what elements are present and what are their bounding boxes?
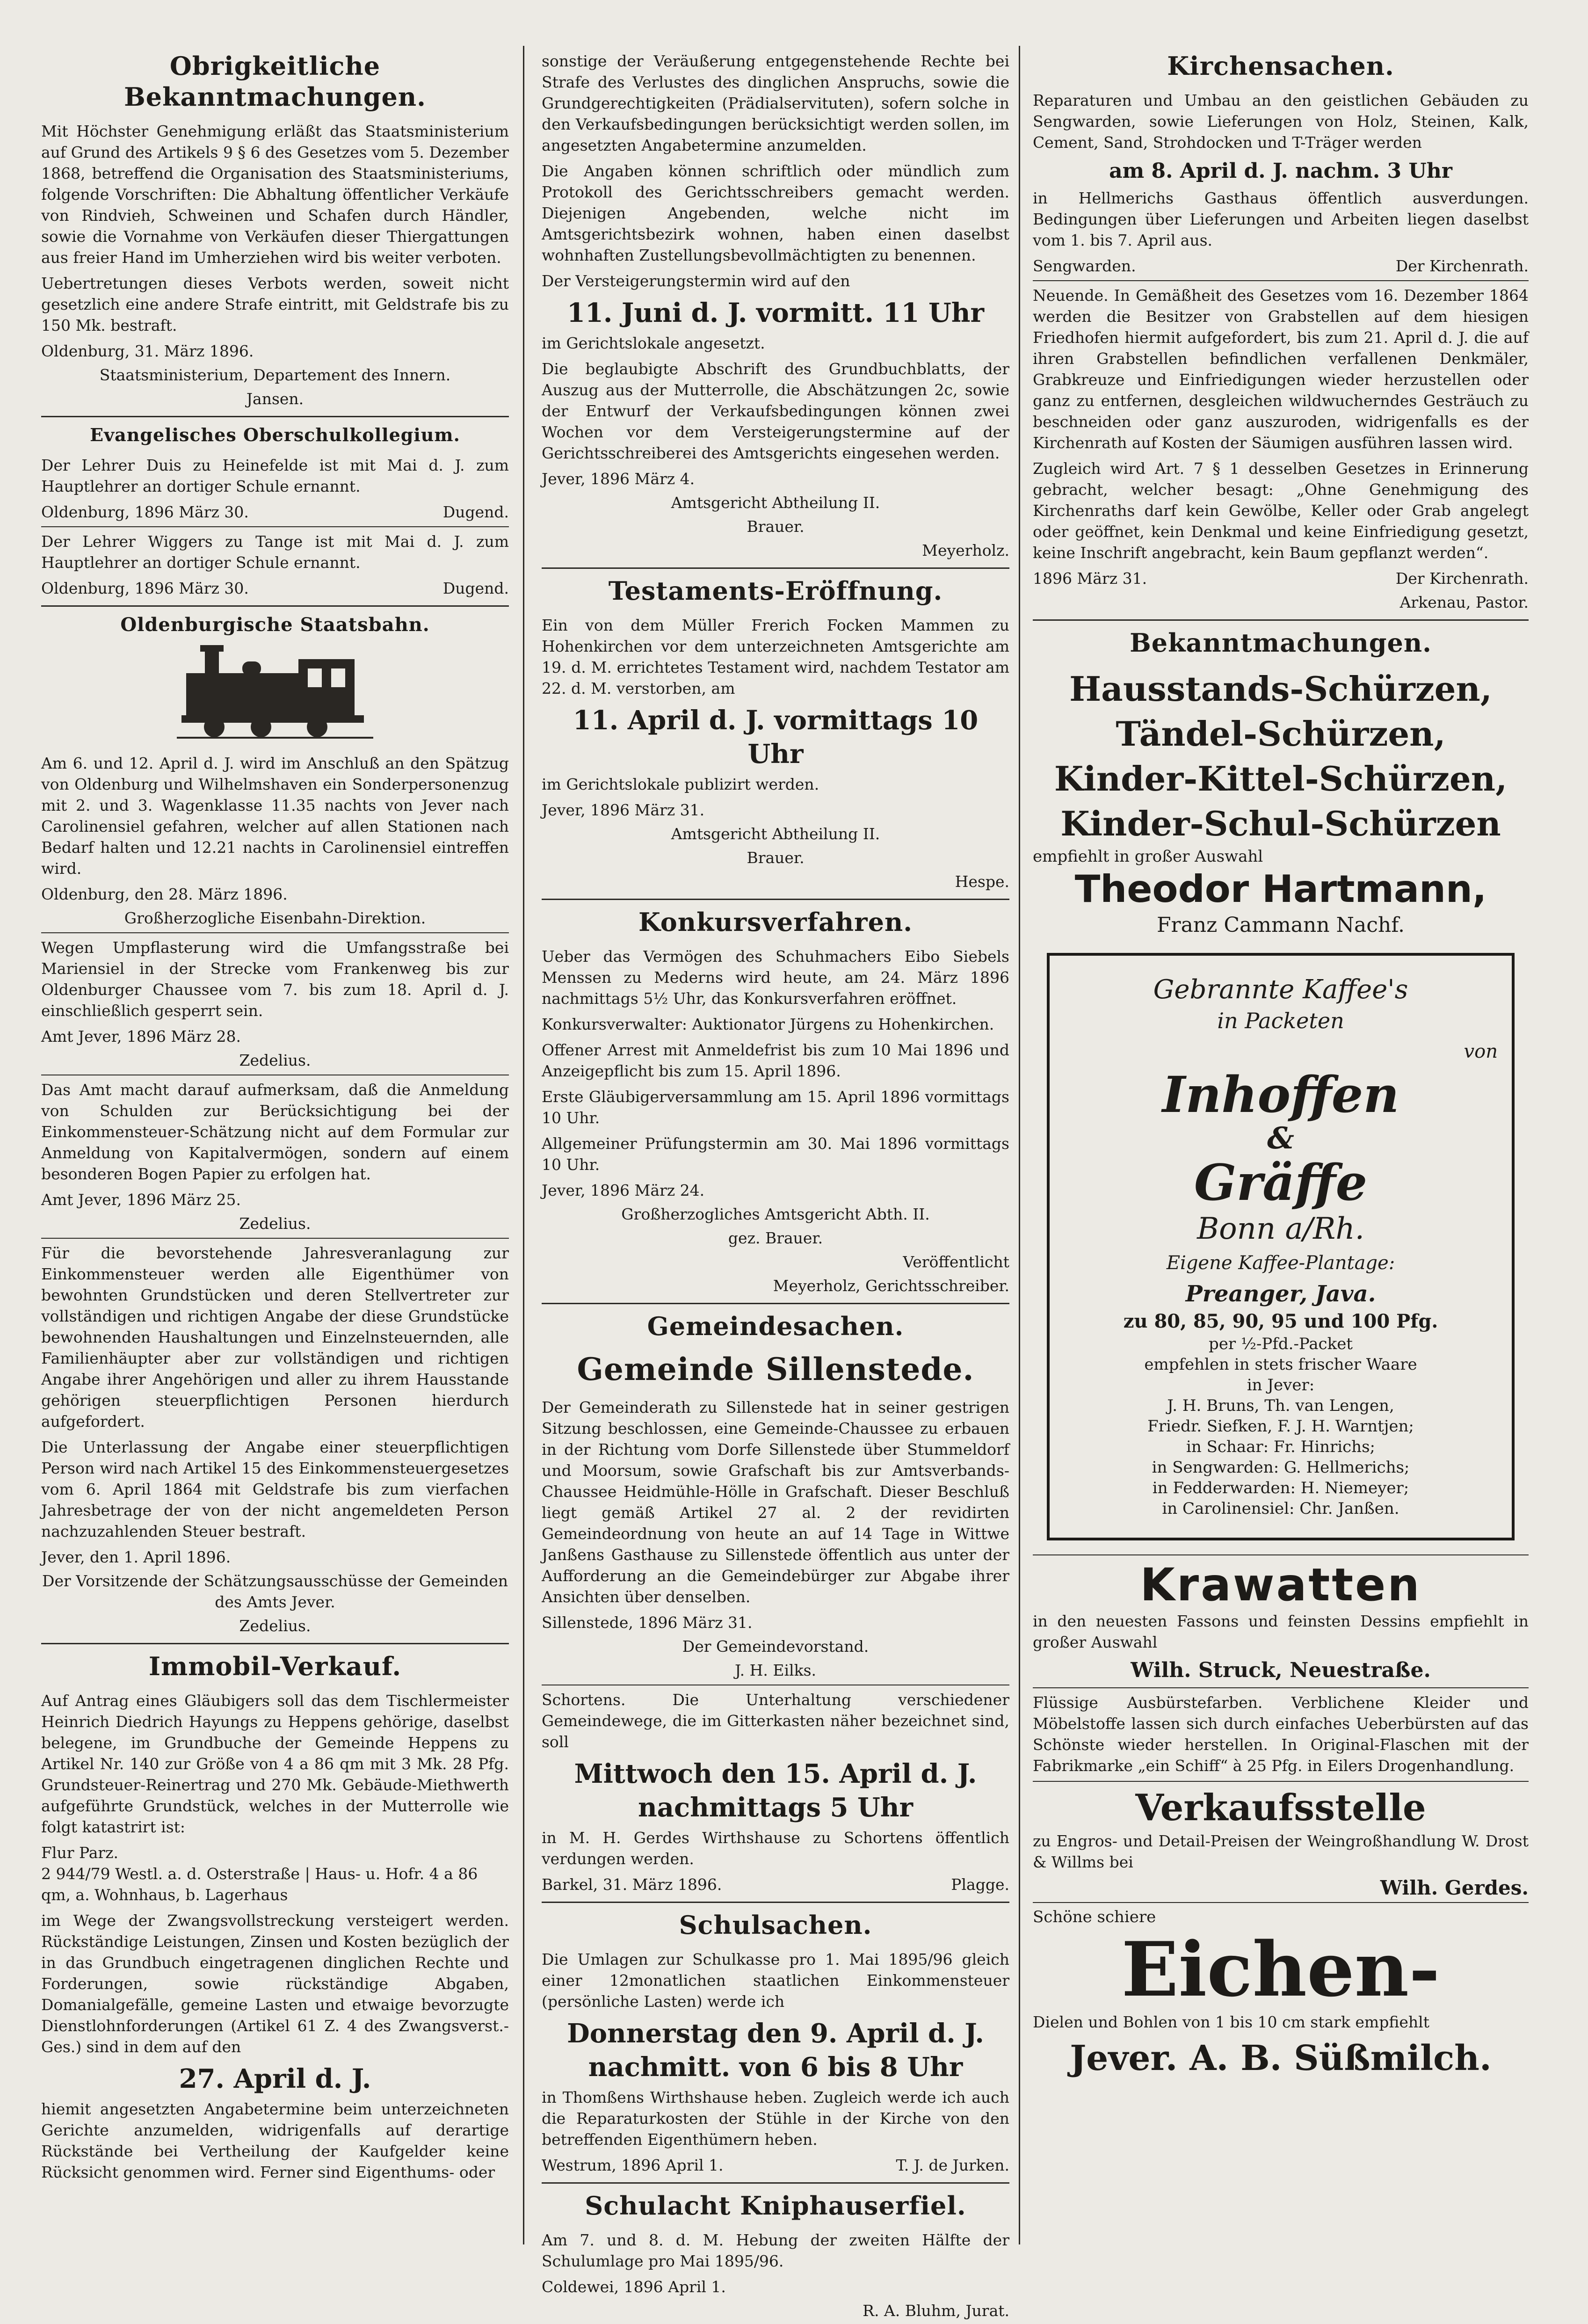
notice-authority: Der Gemeindevorstand.	[682, 1637, 869, 1656]
notice-authority: Der Kirchenrath.	[1395, 569, 1529, 588]
notice-date: Jever, 1896 März 24.	[542, 1181, 705, 1199]
section-title: Schulacht Kniphauserfiel.	[585, 2191, 966, 2221]
ad-price: zu 80, 85, 90, 95 und 100 Pfg.	[1123, 1310, 1438, 1332]
notice-text: Das Amt macht darauf aufmerksam, daß die Anmeldung von Schulden zur Berücksichtigung bei der Einkommensteuer-Schätzung nicht auf dem Formular zur Anmeldung von Kapitalvermögen, sondern auf einem besonderen Bogen Papier zu erfolgen hat.	[41, 1081, 509, 1183]
section-title: Oldenburgische Staatsbahn.	[120, 614, 430, 636]
notice-date: 1896 März 31.	[1033, 569, 1147, 588]
column-right	[1033, 51, 1529, 2079]
ad-text: empfiehlt in großer Auswahl	[1033, 847, 1263, 866]
notice-signature: gez. Brauer.	[728, 1229, 823, 1247]
ad-headline: Verkaufsstelle	[1135, 1787, 1426, 1829]
notice-text: Zugleich wird Art. 7 § 1 desselben Gesetzes in Erinnerung gebracht, welcher besagt: „Ohne Genehmigung des Kirchenraths darf kein Gewölbe, Keller oder Grab angelegt oder geöffnet, kein Denkmal und keine Einfriedigung gesetzt, keine Inschrift angebracht, kein Baum gepflanzt werden“.	[1033, 459, 1529, 562]
section-title: Immobil-Verkauf.	[148, 1651, 402, 1681]
notice-text: Offener Arrest mit Anmeldefrist bis zum 10 Mai 1896 und Anzeigepflicht bis zum 15. April 1896.	[542, 1041, 1009, 1080]
notice-text: im Wege der Zwangsvollstreckung versteigert werden. Rückständige Leistungen, Zinsen und Kosten bezüglich der in das Grundbuch eingetragenen dinglichen Rechte und Forderungen, sowie rückständige Abgaben, Domanialgefälle, gemeine Lasten und etwaige bevorzugte Dienstlohnforderungen (Artikel 61 Z. 4 des Zwangsverst.-Ges.) sind in dem auf den	[41, 1911, 509, 2056]
ad-merchant-name: Theodor Hartmann,	[1074, 867, 1487, 911]
notice-text: sonstige der Veräußerung entgegenstehende Rechte bei Strafe des Verlustes des dinglichen Anspruchs, sowie die Grundgerechtigkeiten (Prädialservituten), sofern solche in den Verkaufsbedingungen berücksichtigt werden sollen, im angesetzten Angabetermine anzumelden.	[542, 52, 1009, 154]
notice-signature: Zedelius.	[239, 1617, 311, 1635]
notice-text: Erste Gläubigerversammlung am 15. April 1896 vormittags 10 Uhr.	[542, 1088, 1009, 1127]
divider	[1033, 1902, 1529, 1903]
ad-text: Dielen und Bohlen von 1 bis 10 cm stark empfiehlt	[1033, 2013, 1429, 2031]
notice-date: Sengwarden.	[1033, 257, 1136, 275]
divider	[41, 932, 509, 933]
ad-firm: Franz Cammann Nachf.	[1157, 913, 1405, 937]
ad-text: in Schaar: Fr. Hinrichs;	[1186, 1438, 1375, 1456]
notice-text: Reparaturen und Umbau an den geistlichen Gebäuden zu Sengwarden, sowie Lieferungen von Holz, Steinen, Kalk, Cement, Sand, Strohdocken und T-Träger werden	[1033, 91, 1529, 152]
ad-text: Gebrannte Kaffee's	[1153, 974, 1408, 1005]
notice-text: Wegen Umpflasterung wird die Umfangsstraße bei Mariensiel in der Strecke vom Frankenweg bis zur Oldenburger Chaussee vom 7. bis zum 18. April d. J. einschließlich gesperrt sein.	[41, 938, 509, 1020]
date-headline: 11. Juni d. J. vormitt. 11 Uhr	[566, 298, 985, 328]
notice-text: Mit Höchster Genehmigung erläßt das Staatsministerium auf Grund des Artikels 9 § 6 des Gesetzes vom 5. Dezember 1868, betreffend die Organisation des Staatsministeriums, folgende Vorschriften: Die Abhaltung öffentlicher Verkäufe von Rindvieh, Schweinen und Schafen durch Händler, sowie die Vornahme von Verkäufen dieser Thiergattungen aus freier Hand im Umherziehen wird bis weiter verboten.	[41, 122, 509, 267]
column-left	[41, 51, 509, 2187]
ad-text: Flüssige Ausbürstefarben. Verblichene Kleider und Möbelstoffe lassen sich durch einfaches Ueberbürsten auf das Schönste wieder herstellen. In Original-Flaschen mit der Fabrikmarke „ein Schiff“ à 25 Pfg. in Eilers Drogenhandlung.	[1033, 1693, 1529, 1775]
notice-signature: Zedelius.	[239, 1051, 311, 1069]
ad-text: Bonn a/Rh.	[1197, 1212, 1364, 1246]
divider	[1033, 1687, 1529, 1688]
notice-footer	[41, 501, 509, 523]
notice-date: Westrum, 1896 April 1.	[542, 2156, 724, 2174]
ad-headline: Kinder-Kittel-Schürzen,	[1054, 759, 1508, 799]
divider	[542, 1902, 1009, 1903]
divider	[1033, 1554, 1529, 1555]
divider	[542, 567, 1009, 569]
notice-footer	[41, 578, 509, 599]
notice-text: hiemit angesetzten Angabetermine beim unterzeichneten Gerichte anzumelden, widrigenfalls auf derartige Rückstände bei Vertheilung der Kaufgelder keine Rücksicht genommen wird. Ferner sind Eigenthums- oder	[41, 2100, 509, 2181]
ad-text: Schöne schiere	[1033, 1908, 1156, 1926]
ad-text: Friedr. Siefken, F. J. H. Warntjen;	[1147, 1417, 1414, 1436]
date-headline: 11. April d. J. vormittags 10 Uhr	[573, 705, 979, 770]
divider	[41, 416, 509, 417]
date-headline: 27. April d. J.	[179, 2063, 371, 2094]
notice-text: Ein von dem Müller Frerich Focken Mammen zu Hohenkirchen vor dem unterzeichneten Amtsgerichte am 19. d. M. errichtetes Testament wird, nachdem Testator am 22. d. M. verstorben, am	[542, 616, 1009, 697]
ad-text: J. H. Bruns, Th. van Lengen,	[1167, 1396, 1394, 1415]
divider	[1033, 280, 1529, 281]
notice-text: Die Umlagen zur Schulkasse pro 1. Mai 1895/96 gleich einer 12monatlichen staatlichen Einkommensteuer (persönliche Lasten) werde ich	[542, 1950, 1009, 2011]
notice-text: im Gerichtslokale angesetzt.	[542, 334, 765, 352]
notice-text: in M. H. Gerdes Wirthshause zu Schortens öffentlich verdungen werden.	[542, 1829, 1009, 1868]
notice-date: Barkel, 31. März 1896.	[542, 1875, 722, 1894]
section-title: Obrigkeitliche Bekanntmachungen.	[124, 51, 426, 112]
notice-signature: Hespe.	[955, 872, 1009, 891]
notice-footer	[1033, 255, 1529, 276]
notice-signature: Jansen.	[246, 390, 304, 408]
column-divider	[1019, 46, 1020, 2244]
notice-signature: T. J. de Jurken.	[896, 2156, 1009, 2174]
notice-signature: Meyerholz.	[922, 541, 1009, 559]
ad-text: in Jever:	[1247, 1376, 1315, 1394]
notice-footer	[542, 2155, 1009, 2176]
notice-date: Oldenburg, 1896 März 30.	[41, 503, 249, 521]
notice-authority: Großherzogliches Amtsgericht Abth. II.	[621, 1205, 930, 1223]
notice-date: Oldenburg, den 28. März 1896.	[41, 885, 288, 903]
section-subtitle: Gemeinde Sillenstede.	[577, 1351, 974, 1387]
notice-authority: Der Vorsitzende der Schätzungsausschüsse der Gemeinden des Amts Jever.	[42, 1572, 508, 1611]
notice-text: Neuende. In Gemäßheit des Gesetzes vom 16. Dezember 1864 werden die Besitzer von Grabstellen auf dem hiesigen Friedhofen hiermit aufgefordert, bis zum 21. April d. J. die auf ihren Grabstellen befindlichen verfallenen Denkmäler, Grabkreuze und Einfriedigungen wieder herzustellen oder ganz zu entfernen, desgleichen wildwucherndes Gesträuch zu beschneiden oder ganz auszuroden, widrigenfalls es der Kirchenrath auf Kosten der Säumigen ausführen lassen wird.	[1033, 286, 1529, 452]
ad-brand: &	[1267, 1121, 1294, 1156]
notice-text: Die beglaubigte Abschrift des Grundbuchblatts, der Auszug aus der Mutterrolle, die Abschätzungen 2c, sowie der Entwurf der Verkaufsbedingungen können zwei Wochen vor dem Versteigerungstermine auf der Gerichtsschreiberei des Amtsgerichts eingesehen werden.	[542, 360, 1009, 462]
notice-authority: Großherzogliche Eisenbahn-Direktion.	[124, 909, 426, 927]
notice-signature: Zedelius.	[239, 1214, 311, 1233]
notice-signature: Meyerholz, Gerichtsschreiber.	[773, 1277, 1009, 1295]
notice-text: Der Lehrer Duis zu Heinefelde ist mit Mai d. J. zum Hauptlehrer an dortiger Schule ernannt.	[41, 456, 509, 495]
divider	[542, 899, 1009, 900]
notice-date: Oldenburg, 31. März 1896.	[41, 342, 254, 360]
notice-text: Der Lehrer Wiggers zu Tange ist mit Mai d. J. zum Hauptlehrer an dortiger Schule ernannt.	[41, 532, 509, 572]
divider	[41, 1238, 509, 1239]
notice-text: Für die bevorstehende Jahresveranlagung zur Einkommensteuer werden alle Eigenthümer von bewohnten Grundstücken und deren Stellvertreter zur vollständigen und richtigen Angabe der diese Grundstücke bewohnenden Haushaltungen und Einzelnsteuernden, alle Familienhäupter aber zur vollständigen und richtigen Angabe ihrer Angehörigen und aller zu ihrem Hausstande gehörigen steuerpflichtigen Personen hierdurch aufgefordert.	[41, 1244, 509, 1431]
locomotive-illustration	[177, 645, 373, 739]
date-headline: Mittwoch den 15. April d. J. nachmittags 5 Uhr	[574, 1758, 977, 1823]
notice-text: Schortens. Die Unterhaltung verschiedener Gemeindewege, die im Gitterkasten näher bezeichnet sind, soll	[542, 1691, 1009, 1751]
notice-date: Jever, den 1. April 1896.	[41, 1548, 231, 1566]
section-title: Bekanntmachungen.	[1130, 628, 1432, 658]
ad-text: in Sengwarden: G. Hellmerichs;	[1152, 1458, 1410, 1477]
notice-signature: Arkenau, Pastor.	[1399, 593, 1529, 611]
notice-authority: Amtsgericht Abtheilung II.	[671, 825, 880, 843]
notice-date: Jever, 1896 März 31.	[542, 801, 705, 819]
ad-brand: Gräffe	[1194, 1153, 1368, 1212]
ad-text: von	[1464, 1041, 1498, 1062]
notice-signature: Dugend.	[442, 503, 509, 521]
section-title: Testaments-Eröffnung.	[608, 576, 943, 606]
divider	[41, 1643, 509, 1644]
ad-headline: Krawatten	[1140, 1559, 1421, 1611]
ad-text: Preanger, Java.	[1185, 1281, 1376, 1307]
ad-text: per ½-Pfd.-Packet	[1209, 1335, 1353, 1353]
notice-date: Sillenstede, 1896 März 31.	[542, 1613, 753, 1632]
newspaper-page	[27, 27, 1553, 2320]
notice-date: Jever, 1896 März 4.	[542, 470, 695, 488]
date-headline: am 8. April d. J. nachm. 3 Uhr	[1109, 159, 1452, 183]
section-title: Kirchensachen.	[1167, 51, 1394, 81]
divider	[41, 605, 509, 607]
notice-text: in Hellmerichs Gasthaus öffentlich ausverdungen. Bedingungen über Lieferungen und Arbeiten liegen daselbst vom 1. bis 7. April aus.	[1033, 189, 1529, 249]
notice-signature: Dugend.	[442, 579, 509, 597]
ad-merchant-name: Wilh. Struck, Neuestraße.	[1131, 1658, 1431, 1682]
ad-headline: Eichen-	[1121, 1925, 1440, 2013]
ad-text: in den neuesten Fassons und feinsten Dessins empfiehlt in großer Auswahl	[1033, 1612, 1529, 1651]
notice-text: Konkursverwalter: Auktionator Jürgens zu Hohenkirchen.	[542, 1015, 994, 1033]
notice-text: Am 6. und 12. April d. J. wird im Anschluß an den Spätzug von Oldenburg und Wilhelmshaven ein Sonderpersonenzug mit 2. und 3. Wagenklasse 11.35 nachts von Jever nach Carolinensiel gefahren, welcher auf allen Stationen nach Bedarf halten und 12.21 nachts in Carolinensiel eintreffen wird.	[41, 754, 509, 878]
notice-text: Allgemeiner Prüfungstermin am 30. Mai 1896 vormittags 10 Uhr.	[542, 1134, 1009, 1174]
notice-footer	[1033, 568, 1529, 589]
notice-signature: R. A. Bluhm, Jurat.	[863, 2302, 1009, 2320]
cadastre-entry: Flur Parz. 2 944/79 Westl. a. d. Osterstraße | Haus- u. Hofr. 4 a 86 qm, a. Wohnhaus, b. Lagerhaus	[41, 1844, 478, 1904]
notice-text: Ueber das Vermögen des Schuhmachers Eibo Siebels Menssen zu Mederns wird heute, am 24. März 1896 nachmittags 5½ Uhr, das Konkursverfahren eröffnet.	[542, 947, 1009, 1008]
ad-brand: Inhoffen	[1162, 1065, 1399, 1124]
notice-text: im Gerichtslokale publizirt werden.	[542, 775, 819, 793]
notice-text: Der Gemeinderath zu Sillenstede hat in seiner gestrigen Sitzung beschlossen, eine Gemeinde-Chaussee zu erbauen in der Richtung vom Dorfe Sillenstede über Stummeldorf und Moorsum, sowie Grafschaft bis zur Amtsverbands-Chaussee Heidmühle-Hölle in Grafschaft. Dieser Beschluß liegt gemäß Artikel 27 al. 2 der revidirten Gemeindeordnung von heute an auf 14 Tage in Wittwe Janßens Gasthause zu Sillenstede öffentlich aus unter der Aufforderung an die Gemeindebürger zur Abgabe ihrer Ansichten über denselben.	[542, 1398, 1009, 1606]
notice-authority: Amtsgericht Abtheilung II.	[671, 494, 880, 512]
notice-text: Die Angaben können schriftlich oder mündlich zum Protokoll des Gerichtsschreibers gemacht werden. Diejenigen Angebenden, welche nicht im Amtsgerichtsbezirk wohnen, haben einen daselbst wohnhaften Zustellungsbevollmächtigten zu benennen.	[542, 162, 1009, 264]
notice-text: Uebertretungen dieses Verbots werden, soweit nicht gesetzlich eine andere Strafe eintritt, mit Geldstrafe bis zu 150 Mk. bestraft.	[41, 274, 509, 334]
ad-headline: Kinder-Schul-Schürzen	[1060, 804, 1501, 843]
column-divider	[523, 46, 524, 2244]
notice-signature: Brauer.	[747, 849, 805, 867]
notice-footer	[542, 1874, 1009, 1895]
section-title: Konkursverfahren.	[638, 907, 913, 937]
divider	[542, 1303, 1009, 1304]
ad-text: in Fedderwarden: H. Niemeyer;	[1152, 1479, 1409, 1497]
section-title: Schulsachen.	[679, 1910, 872, 1940]
notice-text: in Thomßens Wirthshause heben. Zugleich werde ich auch die Reparaturkosten der Stühle in der Kirche von den betreffenden Eigenthümern heben.	[542, 2088, 1009, 2149]
notice-text: Der Versteigerungstermin wird auf den	[542, 272, 850, 290]
divider	[1033, 1781, 1529, 1782]
notice-date: Amt Jever, 1896 März 25.	[41, 1191, 241, 1209]
notice-text: Auf Antrag eines Gläubigers soll das dem Tischlermeister Heinrich Diedrich Hayungs zu Heppens gehörige, daselbst belegene, im Grundbuche der Gemeinde Heppens zu Artikel Nr. 140 zur Größe von 4 a 86 qm mit 3 Mk. 28 Pfg. Grundsteuer-Reinertrag und 270 Mk. Gebäude-Miethwerth aufgeführte Grundstück, welches in der Mutterrolle wie folgt katastrirt ist:	[41, 1692, 509, 1836]
notice-signature: J. H. Eilks.	[734, 1661, 817, 1679]
notice-signature: Brauer.	[747, 517, 805, 536]
ad-merchant-name: Jever. A. B. Süßmilch.	[1070, 2038, 1492, 2078]
ad-headline: Tändel-Schürzen,	[1116, 714, 1446, 754]
ad-merchant-name: Wilh. Gerdes.	[1380, 1876, 1529, 1899]
ad-text: Eigene Kaffee-Plantage:	[1166, 1252, 1395, 1274]
section-title: Gemeindesachen.	[647, 1311, 904, 1341]
ad-text: in Packeten	[1217, 1008, 1344, 1033]
coffee-advertisement	[1047, 953, 1515, 1540]
ad-text: zu Engros- und Detail-Preisen der Weingroßhandlung W. Drost & Willms bei	[1033, 1832, 1529, 1871]
section-title: Evangelisches Oberschulkollegium.	[90, 424, 460, 445]
divider	[41, 526, 509, 527]
notice-date: Amt Jever, 1896 März 28.	[41, 1027, 241, 1046]
notice-date: Coldewei, 1896 April 1.	[542, 2278, 726, 2296]
ad-text: empfehlen in stets frischer Waare	[1144, 1355, 1417, 1374]
notice-authority: Staatsministerium, Departement des Innern.	[99, 366, 451, 384]
divider	[542, 2182, 1009, 2184]
ad-headline: Hausstands-Schürzen,	[1069, 669, 1492, 709]
ad-text: in Carolinensiel: Chr. Janßen.	[1162, 1499, 1399, 1518]
notice-text: Die Unterlassung der Angabe einer steuerpflichtigen Person wird nach Artikel 15 des Einkommensteuergesetzes vom 6. April 1864 mit Geldstrafe bis zum vierfachen Jahresbetrage der von der nicht angemeldeten Person nachzuzahlenden Steuer bestraft.	[41, 1438, 509, 1540]
divider	[1033, 619, 1529, 621]
notice-authority: Der Kirchenrath.	[1395, 257, 1529, 275]
column-middle	[542, 51, 1009, 2324]
date-headline: Donnerstag den 9. April d. J. nachmitt. von 6 bis 8 Uhr	[567, 2018, 984, 2083]
notice-signature: Plagge.	[951, 1875, 1009, 1894]
notice-text: Am 7. und 8. d. M. Hebung der zweiten Hälfte der Schulumlage pro Mai 1895/96.	[542, 2231, 1009, 2270]
notice-note: Veröffentlicht	[903, 1253, 1009, 1271]
notice-date: Oldenburg, 1896 März 30.	[41, 579, 249, 597]
